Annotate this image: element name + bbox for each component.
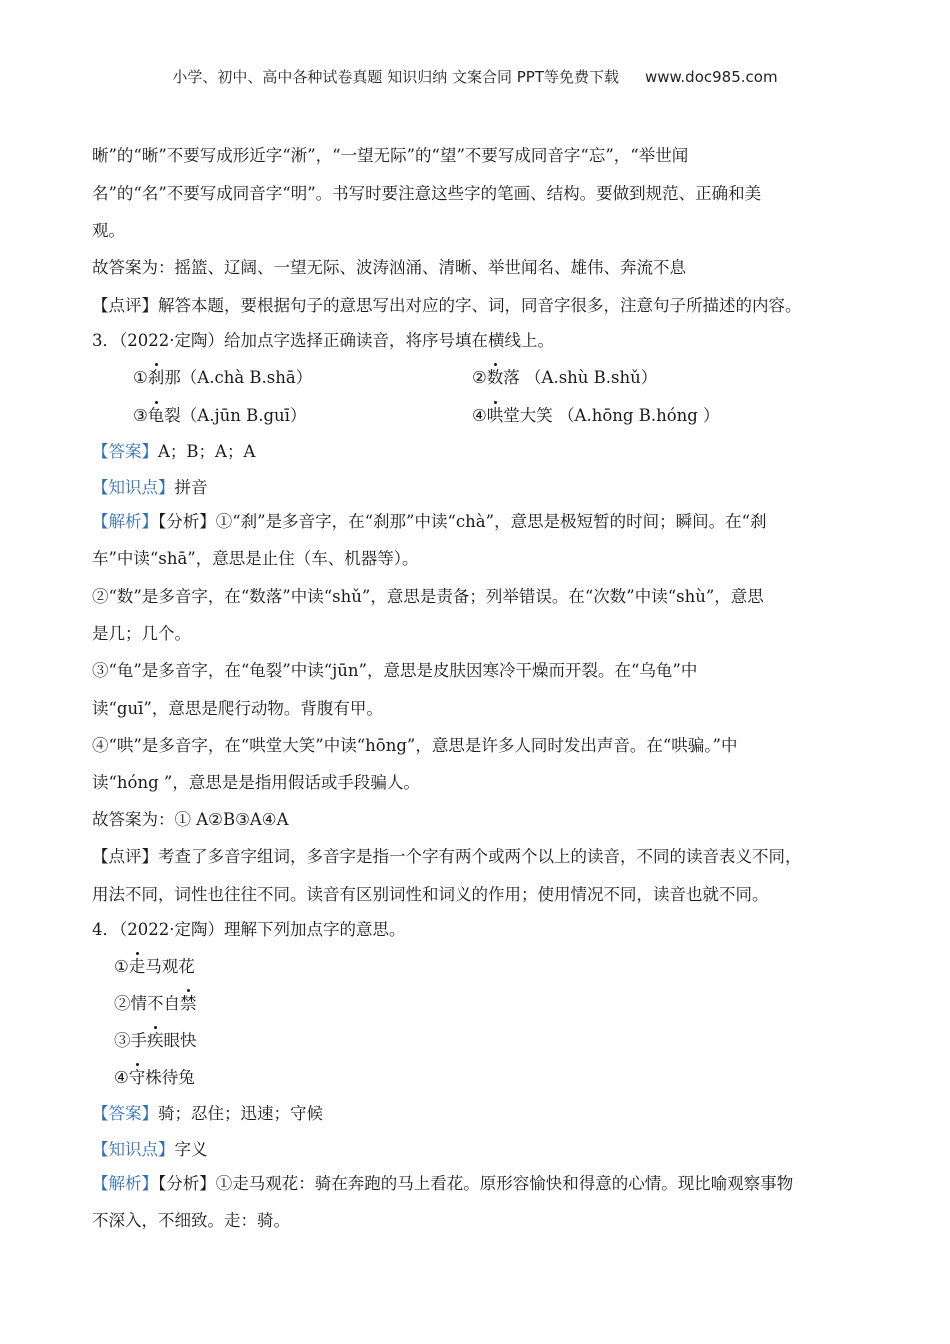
option-text: 裂（A.jūn B.guī） (164, 406, 307, 425)
q3-analysis-6: 读“guī”，意思是爬行动物。背腹有甲。 (92, 699, 383, 718)
q3-option-3 (133, 405, 306, 427)
q2-line-1: 晰”的“晰”不要写成形近字“淅”，“一望无际”的“望”不要写成同音字“忘”，“举世闻 (92, 146, 689, 165)
q4-analysis-2: 不深入，不细致。走：骑。 (92, 1211, 290, 1230)
item-text: 株待兔 (145, 1068, 195, 1087)
q2-line-2: 名”的“名”不要写成同音字“明”。书写时要注意这些字的笔画、结构。要做到规范、正确和美 (92, 184, 762, 203)
comment-tag: 【点评】 (92, 847, 158, 866)
q3-analysis-7: ④“哄”是多音字，在“哄堂大笑”中读“hōng”，意思是许多人同时发出声音。在“哄骗。”中 (92, 736, 738, 755)
dotted-char: 禁 (180, 994, 197, 1013)
item-text: ②情不自 (114, 994, 180, 1013)
option-text: 堂大笑 （A.hōng B.hóng ） (503, 406, 720, 425)
knowledge-text: 拼音 (174, 478, 208, 497)
knowledge-tag: 【知识点】 (92, 478, 175, 497)
q3-answer (92, 441, 255, 463)
q4-item-1 (114, 956, 195, 978)
q3-analysis-5: ③“龟”是多音字，在“龟裂”中读“jūn”，意思是皮肤因寒冷干燥而开裂。在“乌龟”中 (92, 661, 698, 680)
q3-analysis-4: 是几；几个。 (92, 624, 191, 643)
q4-analysis-1 (92, 1173, 793, 1195)
item-text: 眼快 (163, 1031, 197, 1050)
dotted-char: 龟 (147, 406, 165, 425)
option-number: ① (133, 368, 148, 387)
knowledge-text: 字义 (174, 1140, 208, 1159)
q4-item-4 (114, 1067, 195, 1089)
q2-comment (92, 295, 802, 317)
q3-analysis-8: 读“hóng ”，意思是是指用假话或手段骗人。 (92, 773, 420, 792)
analysis-tag: 【解析】 (92, 512, 158, 531)
q3-analysis-3: ②“数”是多音字，在“数落”中读“shǔ”，意思是责备；列举错误。在“次数”中读“shù”，意思 (92, 587, 764, 606)
q3-option-2 (472, 367, 657, 389)
item-text: ③手 (114, 1031, 147, 1050)
q3-final-answer: 故答案为：① A②B③A④A (92, 810, 289, 829)
q4-item-2 (114, 993, 197, 1015)
dotted-char: 刹 (147, 368, 165, 387)
item-number: ④ (114, 1068, 129, 1087)
q3-option-4 (472, 405, 720, 427)
option-text: 落 （A.shù B.shǔ） (503, 368, 658, 387)
q3-analysis-2: 车”中读“shā”，意思是止住（车、机器等）。 (92, 549, 419, 568)
q3-knowledge-point (92, 477, 208, 499)
dotted-char: 疾 (147, 1031, 164, 1050)
answer-text: 骑；忍住；迅速；守候 (158, 1104, 323, 1123)
knowledge-tag: 【知识点】 (92, 1140, 175, 1159)
dotted-char: 数 (486, 368, 504, 387)
dotted-char: 哄 (486, 406, 504, 425)
option-number: ③ (133, 406, 148, 425)
q4-answer (92, 1103, 323, 1125)
q4-item-3 (114, 1030, 197, 1052)
q3-option-1 (133, 367, 312, 389)
q3-analysis-1 (92, 511, 767, 533)
dotted-char: 守 (128, 1068, 146, 1087)
q2-line-3: 观。 (92, 221, 125, 240)
page-header (0, 66, 950, 87)
option-number: ② (472, 368, 487, 387)
q4-knowledge-point (92, 1139, 208, 1161)
q3-comment-2: 用法不同，词性也往往不同。读音有区别词性和词义的作用；使用情况不同，读音也就不同。 (92, 885, 769, 904)
item-number: ① (114, 957, 129, 976)
dotted-char: 走 (128, 957, 146, 976)
item-text: 马观花 (145, 957, 195, 976)
header-url[interactable]: www.doc985.com (644, 68, 778, 86)
comment-tag: 【点评】 (92, 296, 158, 315)
option-number: ④ (472, 406, 487, 425)
q2-answer: 故答案为：摇篮、辽阔、一望无际、波涛汹涌、清晰、举世闻名、雄伟、奔流不息 (92, 258, 686, 277)
q3-comment-1 (92, 846, 802, 868)
analysis-tag: 【解析】 (92, 1174, 158, 1193)
q3-title: 3．（2022·定陶）给加点字选择正确读音，将序号填在横线上。 (92, 331, 554, 350)
answer-tag: 【答案】 (92, 1104, 158, 1123)
q4-title: 4．（2022·定陶）理解下列加点字的意思。 (92, 920, 406, 939)
header-text: 小学、初中、高中各种试卷真题 知识归纳 文案合同 PPT等免费下载 (172, 68, 619, 86)
option-text: 那（A.chà B.shā） (164, 368, 313, 387)
answer-tag: 【答案】 (92, 442, 158, 461)
answer-text: A；B；A；A (158, 442, 256, 461)
analysis-text: 【分析】①“刹”是多音字，在“刹那”中读“chà”，意思是极短暂的时间；瞬间。在“刹 (158, 512, 767, 531)
analysis-text: 【分析】①走马观花：骑在奔跑的马上看花。原形容愉快和得意的心情。现比喻观察事物 (158, 1174, 794, 1193)
comment-text: 解答本题，要根据句子的意思写出对应的字、词，同音字很多，注意句子所描述的内容。 (158, 296, 802, 315)
comment-text: 考查了多音字组词，多音字是指一个字有两个或两个以上的读音，不同的读音表义不同， (158, 847, 802, 866)
